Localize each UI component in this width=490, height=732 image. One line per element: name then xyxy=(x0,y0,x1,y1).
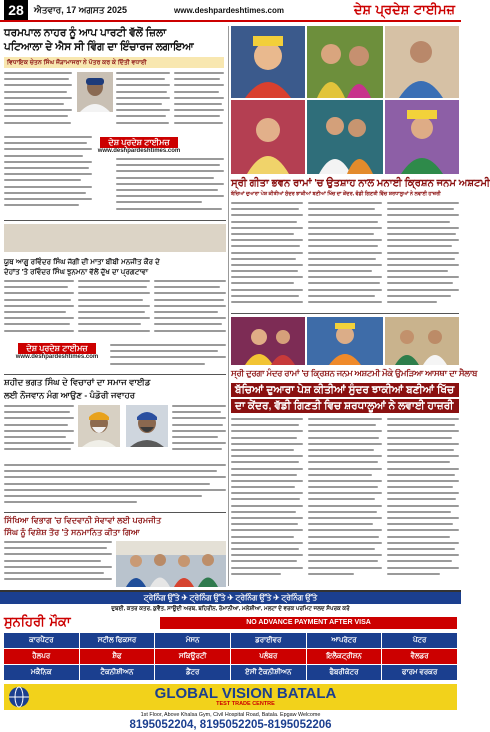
paper-logo: ਦੇਸ਼ ਪ੍ਰਦੇਸ਼ ਟਾਈਮਜ਼ xyxy=(353,2,455,18)
bhagat-headline-2: ਲਈ ਨੌਜਵਾਨ ਮੰਗ ਆਉਣ - ਪੰਡੋਰੀ ਜਵਾਹਰ xyxy=(4,390,136,400)
janmashtami-subhead: ਬੱਚਿਆਂ ਦੁਆਰਾ ਪੇਸ਼ ਕੀਤੀਆਂ ਸੁੰਦਰ ਝਾਕੀਆਂ ਬਣੀਆਂ ਖਿੱਚ ਦਾ ਕੇਂਦਰ, ਵੱਡੀ ਗਿਣਤੀ ਵਿੱਚ ਸ਼ਰਧਾਲੂਆਂ ਨੇ ਲਵਾਈ ਹਾਜ਼ਰੀ xyxy=(231,191,441,197)
ad-trades-grid xyxy=(4,633,457,681)
janmashtami-headline: ਸ੍ਰੀ ਗੀਤਾ ਭਵਨ ਰਾਮਾਂ 'ਚ ਉਤਸ਼ਾਹ ਨਾਲ ਮਨਾਈ ਕ੍ਰਿਸ਼ਨ ਜਨਮ ਅਸ਼ਟਮੀ xyxy=(231,178,490,189)
globe-icon xyxy=(8,686,34,708)
rule-left-1 xyxy=(4,220,226,221)
ad-trade-cell: ਸਕਿਊਰਟੀ xyxy=(155,649,230,664)
youth-body-col-4 xyxy=(110,344,226,372)
ad-trade-cell: ਟੈਕਨੀਸ਼ੀਅਨ xyxy=(80,665,155,680)
durga-body-col-1 xyxy=(231,418,303,586)
ad-trade-cell: ਸ਼ੈਫ xyxy=(80,649,155,664)
ad-trade-cell: ਫਾਰਮ ਵਰਕਰ xyxy=(382,665,457,680)
ad-trade-cell: ਡਰਾਈਵਰ xyxy=(231,633,306,648)
education-body-col-1 xyxy=(4,541,112,587)
kidnap-headline-1: ਧਰਮਪਾਲ ਨਾਹਰ ਨੂੰ ਆਪ ਪਾਰਟੀ ਵੱਲੋਂ ਜ਼ਿਲਾ xyxy=(4,27,167,39)
ad-countries: ਦੁਬਈ, ਕਤਰ ਕਤਰ, ਕੁਵੈਤ, ਸਾਊਦੀ ਅਰਬ, ਬਹਿਰੀਨ, ਰੋਮਾਨੀਆ, ਮਲੇਸ਼ੀਆ, ਮਲਟਾ ਦੇ ਵਰਕ ਪਰਮਿਟ ਜਲਦ ਸੰਪਰਕ ਕਰੋ xyxy=(111,606,350,612)
education-photo xyxy=(116,541,226,587)
rule-left-3 xyxy=(4,512,226,513)
ad-trade-cell: ਹੈਲਪਰ xyxy=(4,649,79,664)
ad-address: 1st Floor, Above Khalsa Gym, Civil Hospital Road, Batala. Epgaw Welcome xyxy=(140,712,321,718)
janmashtami-body-col-3 xyxy=(387,202,459,310)
youth-body-col-1 xyxy=(4,280,74,340)
ad-company-name: GLOBAL VISION BATALA xyxy=(154,685,337,702)
ad-trade-cell: ਮਕੈਨਿਕ xyxy=(4,665,79,680)
youth-badge-url: www.deshpardeshtimes.com xyxy=(15,354,99,360)
ad-trade-cell: ਇਲੈਕਟ੍ਰੀਸ਼ਨ xyxy=(307,649,382,664)
ad-ribbon: ਟ੍ਰੇਨਿੰਗ ਉੱਤੇ ✈ ਟ੍ਰੇਨਿੰਗ ਉੱਤੇ ✈ ਟ੍ਰੇਨਿੰਗ ਉੱਤੇ ✈ ਟ੍ਰੇਨਿੰਗ ਉੱਤੇ xyxy=(0,592,461,604)
janmashtami-body-col-2 xyxy=(308,202,382,310)
ad-no-advance: NO ADVANCE PAYMENT AFTER VISA xyxy=(160,617,457,629)
page-number: 28 xyxy=(4,0,28,20)
ad-trade-cell: ਪੇਂਟਰ xyxy=(382,633,457,648)
durga-body-col-3 xyxy=(387,418,459,586)
recruitment-ad[interactable] xyxy=(0,590,461,730)
kidnap-paper-badge: ਦੇਸ਼ ਪ੍ਰਦੇਸ਼ ਟਾਈਮਜ਼ xyxy=(100,137,178,148)
durga-headline-visible: ਸ੍ਰੀ ਦੁਰਗਾ ਮੰਦਰ ਰਾਮਾਂ 'ਚ ਕ੍ਰਿਸ਼ਨ ਜਨਮ ਅਸ਼ਟਮੀ ਮੌਕੇ ਉਮੜਿਆ ਆਸਥਾ ਦਾ ਸੈਲਾਬ xyxy=(231,368,478,378)
bhagat-body-col-3 xyxy=(172,405,226,461)
youth-body-col-2 xyxy=(78,280,150,340)
kidnap-body-col-2 xyxy=(116,72,170,132)
janmashtami-photo-collage xyxy=(231,26,459,174)
youth-photo xyxy=(4,224,226,252)
kidnap-body-col-1b xyxy=(4,136,92,216)
ad-trade-cell: ਮੇਸਨ xyxy=(155,633,230,648)
durga-subhead-1: ਬੱਚਿਆਂ ਦੁਆਰਾ ਪੇਸ਼ ਕੀਤੀਆਂ ਸੁੰਦਰ ਝਾਕੀਆਂ ਬਣੀਆਂ ਖਿੱਚ xyxy=(231,383,459,397)
issue-date: ਐਤਵਾਰ, 17 ਅਗਸਤ 2025 xyxy=(34,4,128,15)
ad-opportunity: ਸੁਨਹਿਰੀ ਮੌਕਾ xyxy=(4,615,71,630)
rule-right-1 xyxy=(231,313,459,314)
rule-left-2 xyxy=(4,374,226,375)
kidnap-body-col-3 xyxy=(174,72,224,132)
center-column-rule xyxy=(228,26,229,586)
bhagat-body-col-1 xyxy=(4,405,74,461)
ad-trade-cell: ਵੈਲਡਰ xyxy=(382,649,457,664)
durga-body-col-2 xyxy=(308,418,382,586)
kidnap-body-col-1 xyxy=(4,72,72,132)
durga-subhead-2: ਦਾ ਕੇਂਦਰ, ਵੱਡੀ ਗਿਣਤੀ ਵਿਚ ਸ਼ਰਧਾਲੂਆਂ ਨੇ ਲਵਾਈ ਹਾਜ਼ਰੀ xyxy=(231,399,459,413)
ad-trade-cell: ਕਾਰਪੈਂਟਰ xyxy=(4,633,79,648)
website-link[interactable]: www.deshpardeshtimes.com xyxy=(174,5,284,15)
youth-headline-1: ਯੂਥ ਆਗੂ ਰਵਿੰਦਰ ਸਿੰਘ ਜੱਗੀ ਦੀ ਮਾਤਾ ਬੀਬੀ ਮਨਜੀਤ ਕੌਰ ਦੇ xyxy=(4,257,160,266)
youth-headline-2: ਦੇਹਾਂਤ 'ਤੇ ਰਵਿੰਦਰ ਸਿੰਘ ਝੁਨਮਨਾ ਵੱਲੋਂ ਦੁੱਖ ਦਾ ਪ੍ਰਗਟਾਵਾ xyxy=(4,267,149,276)
ad-phones[interactable]: 8195052204, 8195052205-8195052206 xyxy=(129,719,332,731)
bhagat-portrait-1 xyxy=(78,405,120,447)
ad-trade-cell: ਪਲੰਬਰ xyxy=(231,649,306,664)
youth-paper-badge: ਦੇਸ਼ ਪ੍ਰਦੇਸ਼ ਟਾਈਮਜ਼ xyxy=(18,343,96,354)
education-headline-2: ਸਿੰਘ ਨੂੰ ਵਿਸ਼ੇਸ਼ ਤੌਰ 'ਤੇ ਸਨਮਾਨਿਤ ਕੀਤਾ ਗਿਆ xyxy=(4,528,140,537)
kidnap-subhead: ਵਿਧਾਇਕ ਚੇਤਨ ਸਿੰਘ ਜੌੜਾਮਾਜਰਾ ਨੇ ਪੱਤਰ ਕਰ ਕੇ ਦਿੱਤੀ ਵਧਾਈ xyxy=(4,57,224,68)
ad-company-sub: TEST TRADE CENTRE xyxy=(216,701,275,707)
durga-photo-collage xyxy=(231,317,459,365)
bhagat-headline-1: ਸ਼ਹੀਦ ਭਗਤ ਸਿੰਘ ਦੇ ਵਿਚਾਰਾਂ ਦਾ ਸਮਾਜ ਵਾਈਡ xyxy=(4,377,151,387)
education-headline-1: ਸਿੱਖਿਆ ਵਿਭਾਗ 'ਚ ਵਿਦਵਾਨੀ ਸੇਵਾਵਾਂ ਲਈ ਪਰਮਜੀਤ xyxy=(4,516,162,525)
kidnap-body-col-2b xyxy=(116,158,224,216)
ad-trade-cell: ਡੈਂਟਰ xyxy=(155,665,230,680)
kidnap-portrait-photo xyxy=(77,72,113,112)
masthead xyxy=(0,0,461,22)
youth-body-col-3 xyxy=(154,280,226,340)
ad-company-box xyxy=(4,684,457,710)
bhagat-body-col-4 xyxy=(4,464,226,510)
ad-trade-cell: ਆਪਰੇਟਰ xyxy=(307,633,382,648)
ad-trade-cell: ਫੈਬਰੀਕੇਟਰ xyxy=(307,665,382,680)
kidnap-headline-2: ਪਟਿਆਲਾ ਦੇ ਐਸ ਸੀ ਵਿੰਗ ਦਾ ਇੰਚਾਰਜ ਲਗਾਇਆ xyxy=(4,41,194,53)
bhagat-portrait-2 xyxy=(126,405,168,447)
kidnap-badge-url: www.deshpardeshtimes.com xyxy=(97,148,181,154)
janmashtami-body-col-1 xyxy=(231,202,303,310)
ad-trade-cell: ਸਟੀਲ ਫਿਕਸਰ xyxy=(80,633,155,648)
ad-trade-cell: ਏਸੀ ਟੈਕਨੀਸ਼ੀਅਨ xyxy=(231,665,306,680)
